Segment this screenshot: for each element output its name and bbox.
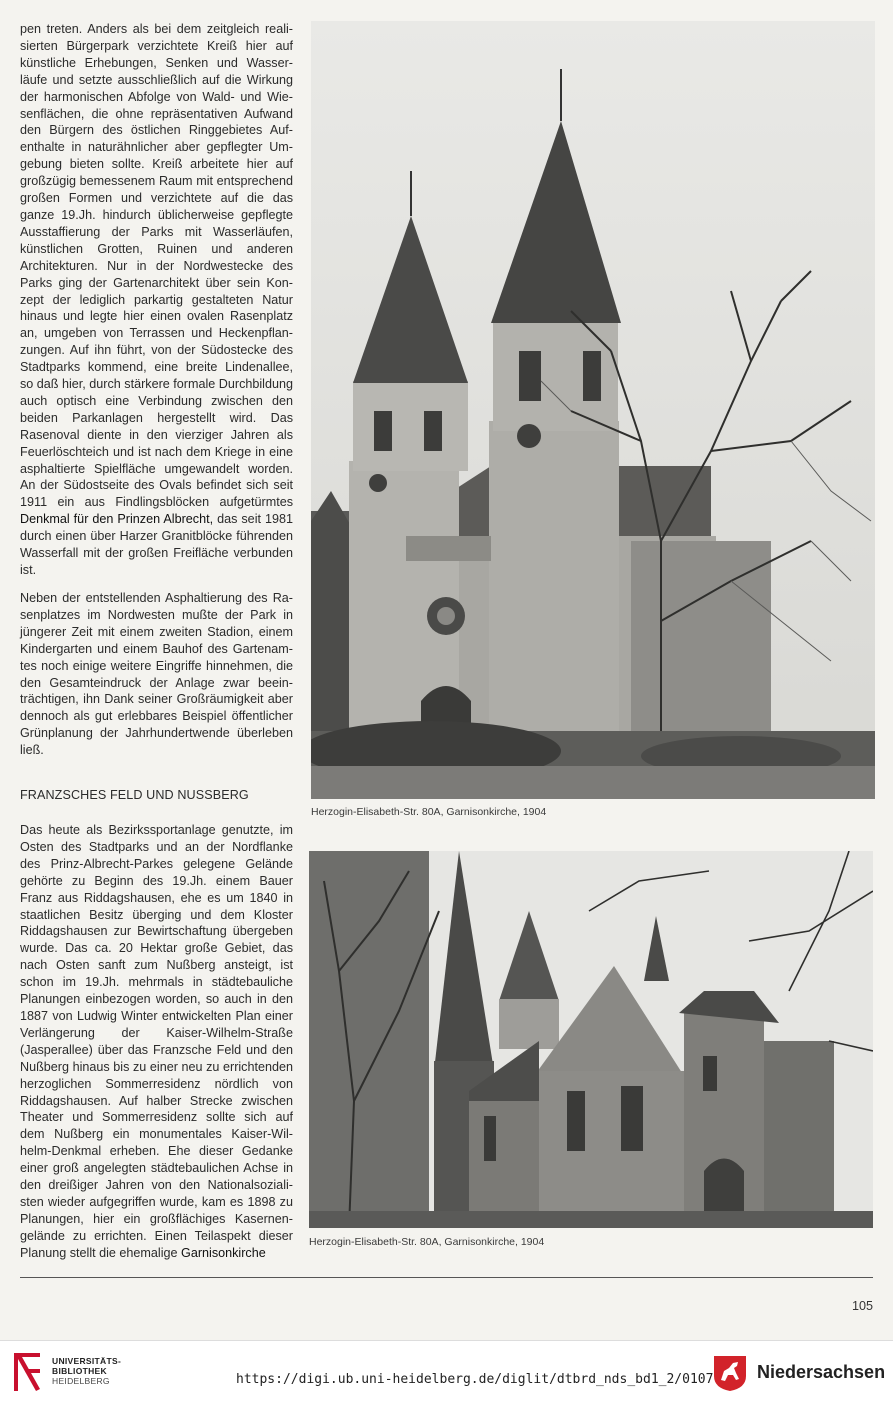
- page-rule: [20, 1277, 873, 1278]
- page-number: 105: [852, 1299, 874, 1313]
- library-line-1: UNIVERSITÄTS-: [52, 1356, 122, 1366]
- denkmal-highlight: Denkmal für den Prinzen Albrecht,: [20, 512, 214, 527]
- section-heading: FRANZSCHES FELD UND NUSSBERG: [20, 788, 249, 802]
- library-line-3: HEIDELBERG: [52, 1376, 110, 1386]
- garnisonkirche-highlight: Garnisonkirche: [181, 1245, 266, 1260]
- university-library-logo-icon[interactable]: [10, 1349, 44, 1395]
- paragraph-1-text-a: pen treten. Anders als bei dem zeitgleich realisierten Bürgerpark verzichtete Kreiß hier auf künstliche Erhebungen, Senken und Wasserläufe und setzte ausschließlich auf die Wirkung der harmonischen Abfolge von Wald- und Wiesenflächen, die ohne repräsentativen Aufwand den Bürgern des östlichen Ringgebietes Aufenthalte in naturähnlicher aber gepflegter Umgebung bieten sollte. Kreiß arbeitete hier auf großzügig bemessenem Raum mit entsprechend großen Formen und verzichtete auf die das ganze 19.Jh. hindurch üblicherweise gepflegte Ausstaffierung der Parks mit Wasserläufen, künstlichen Grotten, Ruinen und anderen Architekturen. Nur in der Nordwestecke des Parks ging der Gartenarchitekt über sein Konzept der lediglich parkartig gestalteten Natur hinaus und legte hier einen ovalen Rasenplatz an, umgeben von Terrassen und Heckenpflanzungen. Auf ihn führt, von der Südostecke des Stadtparks kommend, eine breite Lindenallee, so daß hier, durch stärkere formale Durchbildung auch optisch eine Verbindung zwischen den beiden Parkanlagen hergestellt wird. Das Rasenoval diente in den vierziger Jahren als Feuerlöschteich und ist nach dem Kriege in eine asphaltierte Spielfläche umgewandelt worden. An der Südostseite des Ovals befindet sich seit 1911 ein aus Findlingsblöcken aufgetürmtes: [20, 22, 293, 510]
- niedersachsen-horse-logo-icon[interactable]: [712, 1354, 748, 1392]
- library-line-2: BIBLIOTHEK: [52, 1366, 107, 1376]
- paragraph-3-text: Das heute als Bezirkssportanlage genutzte, im Osten des Stadtparks und an der Nordflanke des Prinz-Albrecht-Parkes gelegene Gelände gehörte zu Beginn des 19.Jh. einem Bauer Franz aus Riddagshausen, ehe es um 1840 in staatlichen Besitz überging und dem Kloster Riddagshausen zur Bewirtschaftung übergeben wurde. Das ca. 20 Hektar große Gebiet, das nach Osten sanft zum Nußberg ansteigt, ist schon im 19.Jh. mehrmals in städtebauliche Planungen einbezogen worden, so auch in den 1887 von Ludwig Winter entwickelten Plan einer Verlängerung der Kaiser-Wilhelm-Straße (Jasperallee) über das Franzsche Feld und den Nußberg hinaus bis zu einer neu zu errichtenden herzoglichen Sommerresidenz nördlich von Riddagshausen. Auf halber Strecke zwischen Theater und Sommerresidenz sollte sich auf dem Nußberg ein monumentales Kaiser-Wilhelm-Denkmal erheben. Ehe dieser Gedanke einer groß angelegten städtebaulichen Achse in den dreißiger Jahren von den Nationalsozialisten wieder aufgegriffen wurde, kam es 1898 zu Planungen, hier ein großflächiges Kasernengelände zu errichten. Einen Teilaspekt dieser Planung stellt die ehemalige: [20, 823, 293, 1260]
- document-url-link[interactable]: https://digi.ub.uni-heidelberg.de/diglit/dtbrd_nds_bd1_2/0107: [236, 1372, 714, 1387]
- niedersachsen-label: Niedersachsen: [757, 1362, 886, 1382]
- paragraph-1-text-b: das seit 1981 durch einen über Harzer Granitblöcke führenden Wasserfall mit der großen Freifläche verbunden ist.: [20, 512, 293, 577]
- church-photo-apse: [309, 851, 873, 1228]
- paragraph-1: [20, 21, 293, 579]
- church-towers-illustration: [311, 21, 875, 799]
- caption-photo-2: Herzogin-Elisabeth-Str. 80A, Garnisonkirche, 1904: [309, 1236, 545, 1248]
- university-library-name: [52, 1356, 121, 1386]
- paragraph-2-text: Neben der entstellenden Asphaltierung des Rasenplatzes im Nordwesten mußte der Park in jüngerer Zeit mit einem zweiten Stadion, einem Kindergarten und einem Bauhof des Gartenamtes noch einige weitere Eingriffe hinnehmen, die den Gesamteindruck der Anlage zwar beeinträchtigen, ihn Dank seiner Großräumigkeit aber dennoch als gut erlebbares Beispiel öffentlicher Grünplanung der Jahrhundertwende überleben ließ.: [20, 591, 293, 758]
- church-photo-towers: [311, 21, 875, 799]
- caption-photo-1: Herzogin-Elisabeth-Str. 80A, Garnisonkirche, 1904: [311, 806, 547, 818]
- paragraph-2: [20, 590, 293, 759]
- paragraph-3: [20, 822, 293, 1262]
- footer-bar: [0, 1340, 893, 1405]
- church-apse-illustration: [309, 851, 873, 1228]
